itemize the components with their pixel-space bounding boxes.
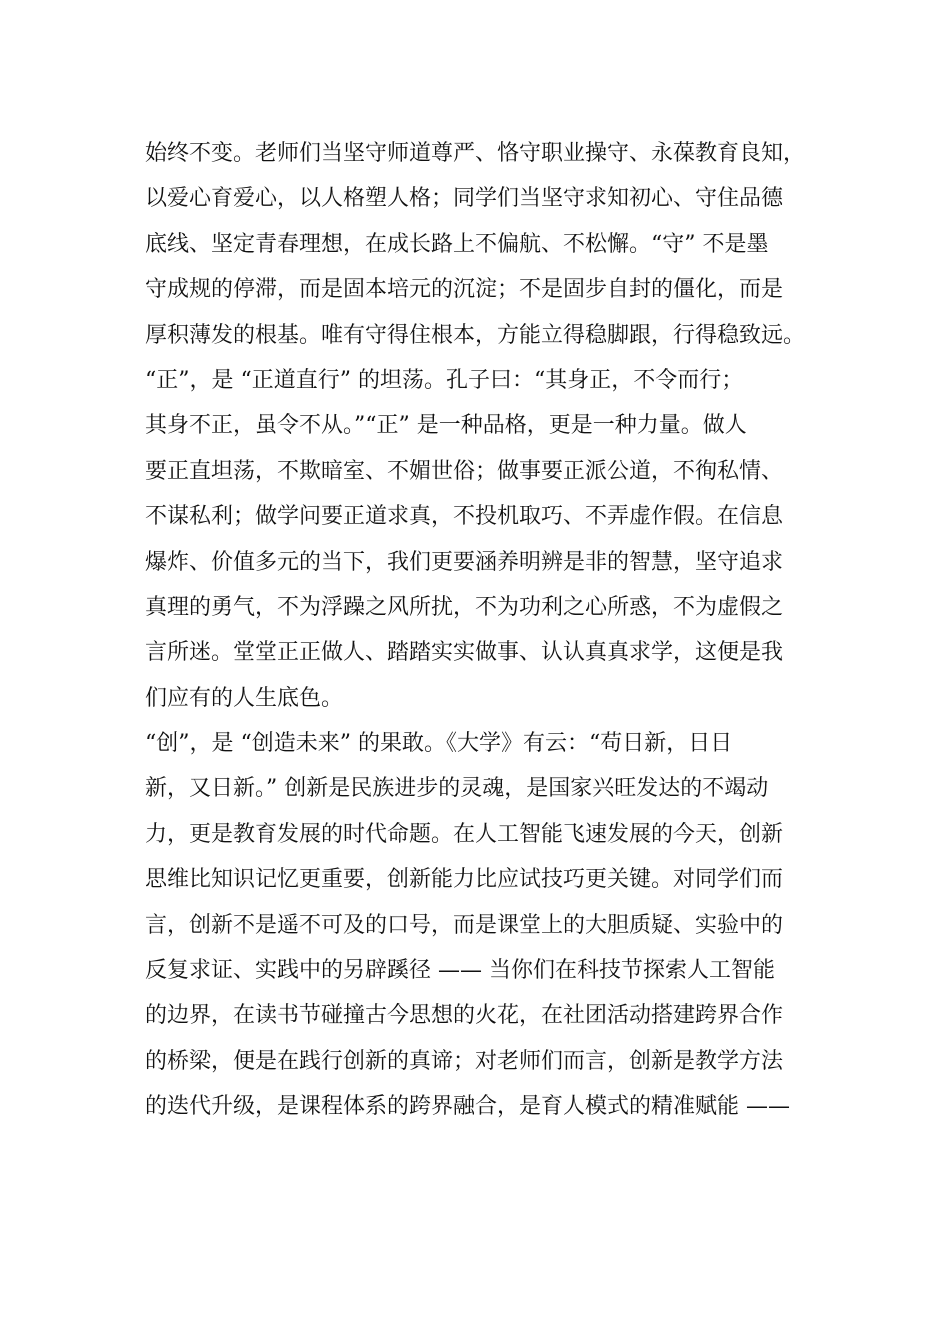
text-line: 始终不变。老师们当坚守师道尊严、恪守职业操守、永葆教育良知，	[145, 141, 806, 166]
text-line: 要正直坦荡，不欺暗室、不媚世俗；做事要正派公道，不徇私情、	[145, 458, 784, 484]
text-line: 力，更是教育发展的时代命题。在人工智能飞速发展的今天，创新	[145, 821, 784, 847]
text-line: 思维比知识记忆更重要，创新能力比应试技巧更关键。对同学们而	[145, 867, 784, 893]
text-line: 守成规的停滞，而是固本培元的沉淀；不是固步自封的僵化，而是	[145, 277, 784, 303]
text-line: 厚积薄发的根基。唯有守得住根本，方能立得稳脚跟，行得稳致远。	[145, 322, 806, 348]
text-line: 的边界，在读书节碰撞古今思想的火花，在社团活动搭建跨界合作	[145, 1003, 784, 1029]
body-text	[145, 131, 815, 1130]
text-line: “创”，是 “创造未来” 的果敢。《大学》有云：“苟日新，日日	[145, 731, 733, 757]
text-line: 言所迷。堂堂正正做人、踏踏实实做事、认认真真求学，这便是我	[145, 640, 784, 666]
text-line: 反复求证、实践中的另辟蹊径 —— 当你们在科技节探索人工智能	[145, 958, 775, 984]
text-line: 爆炸、价值多元的当下，我们更要涵养明辨是非的智慧，坚守追求	[145, 549, 784, 575]
text-line: 其身不正，虽令不从。”“正” 是一种品格，更是一种力量。做人	[145, 413, 747, 439]
text-line: “正”，是 “正道直行” 的坦荡。孔子曰：“其身正，不令而行；	[145, 367, 744, 393]
text-line: 的迭代升级，是课程体系的跨界融合，是育人模式的精准赋能 ——	[145, 1094, 790, 1120]
text-line: 底线、坚定青春理想，在成长路上不偏航、不松懈。“守” 不是墨	[145, 231, 769, 257]
text-line: 们应有的人生底色。	[145, 685, 344, 711]
text-line: 不谋私利；做学问要正道求真，不投机取巧、不弄虚作假。在信息	[145, 504, 784, 530]
text-line: 言，创新不是遥不可及的口号，而是课堂上的大胆质疑、实验中的	[145, 912, 784, 938]
text-line: 以爱心育爱心，以人格塑人格；同学们当坚守求知初心、守住品德	[145, 186, 784, 212]
text-line: 的桥梁，便是在践行创新的真谛；对老师们而言，创新是教学方法	[145, 1048, 784, 1074]
text-line: 新，又日新。” 创新是民族进步的灵魂，是国家兴旺发达的不竭动	[145, 776, 769, 802]
text-line: 真理的勇气，不为浮躁之风所扰，不为功利之心所惑，不为虚假之	[145, 594, 784, 620]
